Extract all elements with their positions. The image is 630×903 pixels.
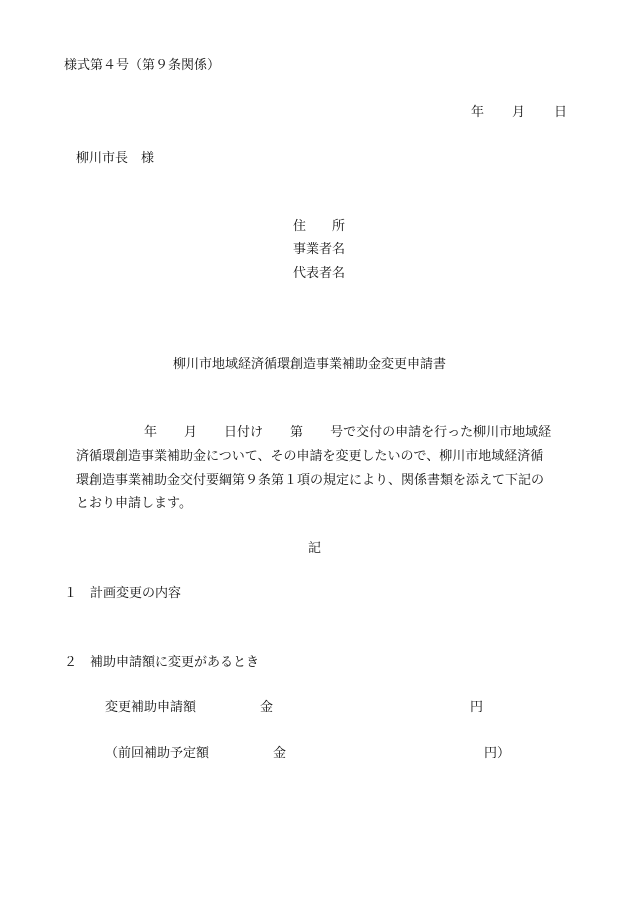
- item-1: [64, 587, 181, 600]
- addressee: 柳川市長 様: [76, 151, 155, 166]
- body-month: 月: [184, 425, 198, 440]
- item-2: [64, 656, 259, 669]
- body-no: 第: [290, 425, 304, 440]
- item-1-label: 計画変更の内容: [90, 586, 182, 601]
- body-line-4: とおり申請します。: [76, 496, 192, 511]
- document-title: 柳川市地域経済循環創造事業補助金変更申請書: [173, 357, 447, 372]
- ki-heading: 記: [308, 541, 322, 556]
- body-dated: 日付け: [224, 425, 264, 440]
- business-name-label: 事業者名: [293, 242, 346, 257]
- item-2-label: 補助申請額に変更があるとき: [90, 655, 260, 670]
- body-line-3: 環創造事業補助金交付要綱第９条第１項の規定により、関係書類を添えて下記の: [76, 473, 545, 488]
- item-1-number: １: [64, 586, 78, 601]
- date-month: 月: [512, 105, 526, 120]
- previous-amount-label: （前回補助予定額: [105, 746, 210, 761]
- changed-amount-label: 変更補助申請額: [105, 700, 197, 715]
- previous-amount-kin: 金: [273, 746, 287, 761]
- representative-label: 代表者名: [293, 266, 346, 281]
- changed-amount-yen: 円: [470, 700, 484, 715]
- date-year: 年: [471, 105, 485, 120]
- item-2-number: ２: [64, 655, 78, 670]
- body-line-1: [76, 426, 551, 439]
- body-line-1-rest: 号で交付の申請を行った柳川市地域経: [330, 425, 552, 440]
- date-day: 日: [554, 105, 568, 120]
- form-number: 様式第４号（第９条関係）: [64, 58, 221, 73]
- address-label: 住 所: [293, 219, 346, 234]
- previous-amount-yen: 円）: [484, 746, 511, 761]
- body-line-2: 済循環創造事業補助金について、その申請を変更したいので、柳川市地域経済循: [76, 449, 544, 464]
- changed-amount-kin: 金: [260, 700, 274, 715]
- body-year: 年: [144, 425, 158, 440]
